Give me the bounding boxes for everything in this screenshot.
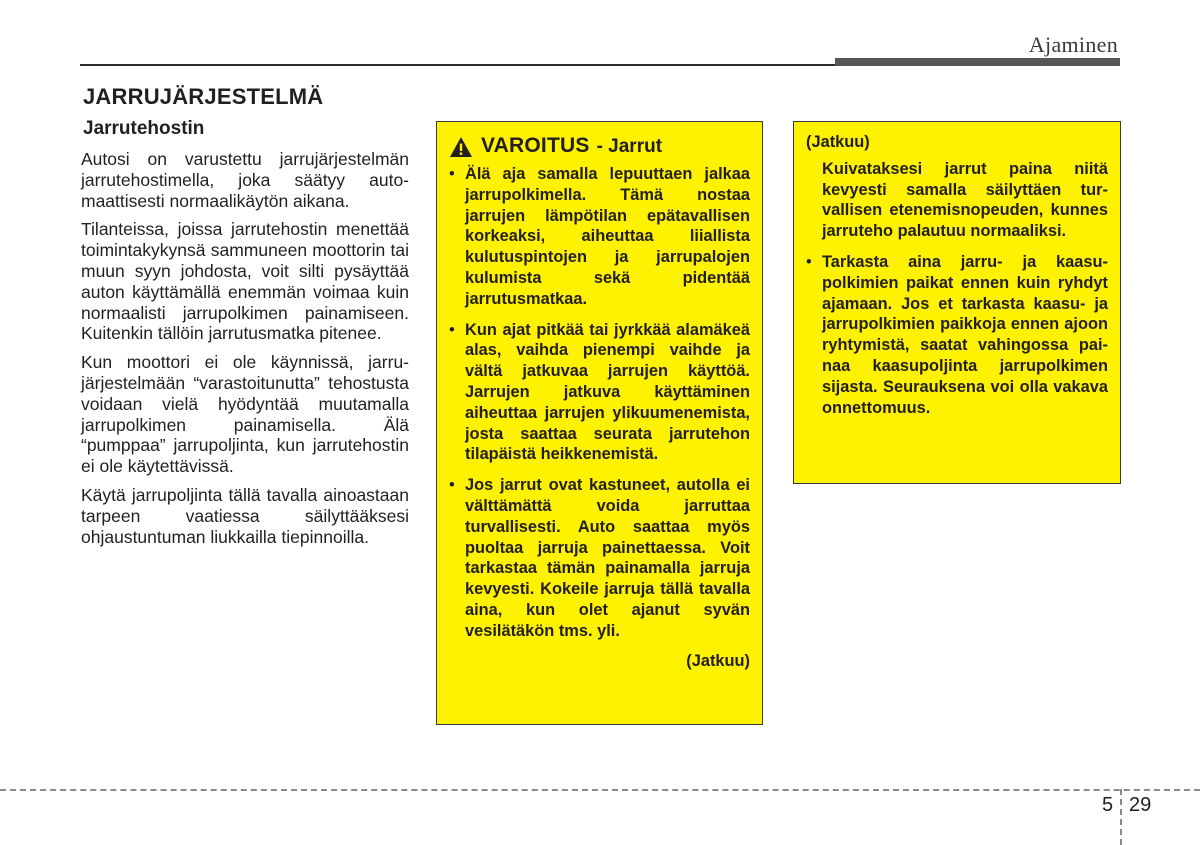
bullet: •: [449, 476, 455, 495]
subsection-title: Jarrutehostin: [83, 118, 205, 139]
section-title: JARRUJÄRJESTELMÄ: [83, 84, 324, 109]
bullet: •: [806, 252, 812, 271]
continuation-paragraph: Kuivataksesi jarrut paina niitä kevyesti samalla säilyttäen turvallisen etenemisnopeuden, kunnes jarruteho palautuu normaaliksi.: [822, 159, 1108, 241]
warning-item-text: Kun ajat pitkää tai jyrkkää alamäkeä alas, vaihda pienempi vaihde ja vältä jatkuvaa jarrujen käyttöä. Jarrujen jatkuva käyttäminen aiheuttaa jarrujen ylikuumenemista, josta saattaa seurata jarrutehon tilapäistä heikkenemistä.: [465, 320, 750, 464]
running-header: Ajaminen: [1028, 32, 1118, 57]
warning-box: [436, 121, 763, 725]
continued-note: (Jatkuu): [686, 651, 750, 670]
warning-subtitle: - Jarrut: [596, 136, 663, 157]
warning-triangle-icon: [449, 136, 473, 158]
continuation-item-text: Tarkasta aina jarru- ja kaasupolkimien paikat ennen kuin ryhdyt ajamaan. Jos et tarkasta kaasu- ja jarrupolkimien paikkoja ennen ajoon ryhtymistä, saatat vahingossa painaa kaasupoljinta jarrupolkimen sijasta. Seurauksena voi olla vakava onnettomuus.: [822, 252, 1108, 417]
footer-rule: [0, 789, 1200, 791]
bullet: •: [449, 320, 455, 339]
page-number: 29: [1129, 794, 1152, 816]
body-paragraph-4: Käytä jarrupoljinta tällä tavalla ainoastaan tarpeen vaatiessa säilyttääksesi ohjaustuntuman liukkailla tiepinnoilla.: [81, 484, 409, 547]
warning-item-text: Jos jarrut ovat kastuneet, autolla ei välttämättä voida jarruttaa turvallisesti. Auto saattaa myös puoltaa jarruja painettaessa. Voit tarkastaa tämän painamalla jarruja kevyesti. Kokeile jarruja tällä tavalla aina, kun olet ajanut syvän vesilätäkön tms. yli.: [465, 476, 750, 640]
warning-item: [449, 164, 750, 310]
warning-item: [449, 475, 750, 641]
continuation-box: [793, 121, 1121, 484]
chapter-number: 5: [1102, 794, 1114, 816]
body-paragraph-2: Tilanteissa, joissa jarrutehostin menettää toimintakykynsä sammuneen moottorin tai muun syyn johdosta, voit silti pysäyttää auton käyttämällä enemmän voimaa kuin normaalisti jarrupolkimen painamiseen. Kuitenkin tällöin jarrutusmatka pitenee.: [81, 219, 409, 344]
body-paragraph-1: Autosi on varustettu jarrujärjestelmän jarrutehostimella, joka säätyy automaattisesti normaalikäytön aikana.: [81, 149, 409, 211]
body-column: [81, 149, 409, 555]
footer-divider: [1120, 789, 1122, 845]
continuation-item: [806, 252, 1108, 418]
warning-title: VAROITUS: [481, 133, 590, 157]
warning-list: [449, 164, 750, 642]
continuation-label: (Jatkuu): [806, 133, 870, 151]
header-rule-accent: [835, 58, 1120, 66]
warning-header: [449, 133, 750, 158]
body-paragraph-3: Kun moottori ei ole käynnissä, jarrujärjestelmään “varastoitunutta” tehostusta voidaan vielä hyödyntää muutamalla jarrupolkimen painamisella. Älä “pumppaa” jarrupoljinta, kun jarrutehostin ei ole käytettävissä.: [81, 352, 409, 477]
warning-item: [449, 320, 750, 466]
bullet: •: [449, 165, 455, 183]
continuation-list: [806, 252, 1108, 418]
warning-item-text: Älä aja samalla lepuuttaen jalkaa jarrupolkimella. Tämä nostaa jarrujen lämpötilan epätavallisen korkeaksi, aiheuttaa liiallista kulutuspintojen ja jarrupalojen kulumista sekä pidentää jarrutusmatkaa.: [465, 165, 750, 308]
